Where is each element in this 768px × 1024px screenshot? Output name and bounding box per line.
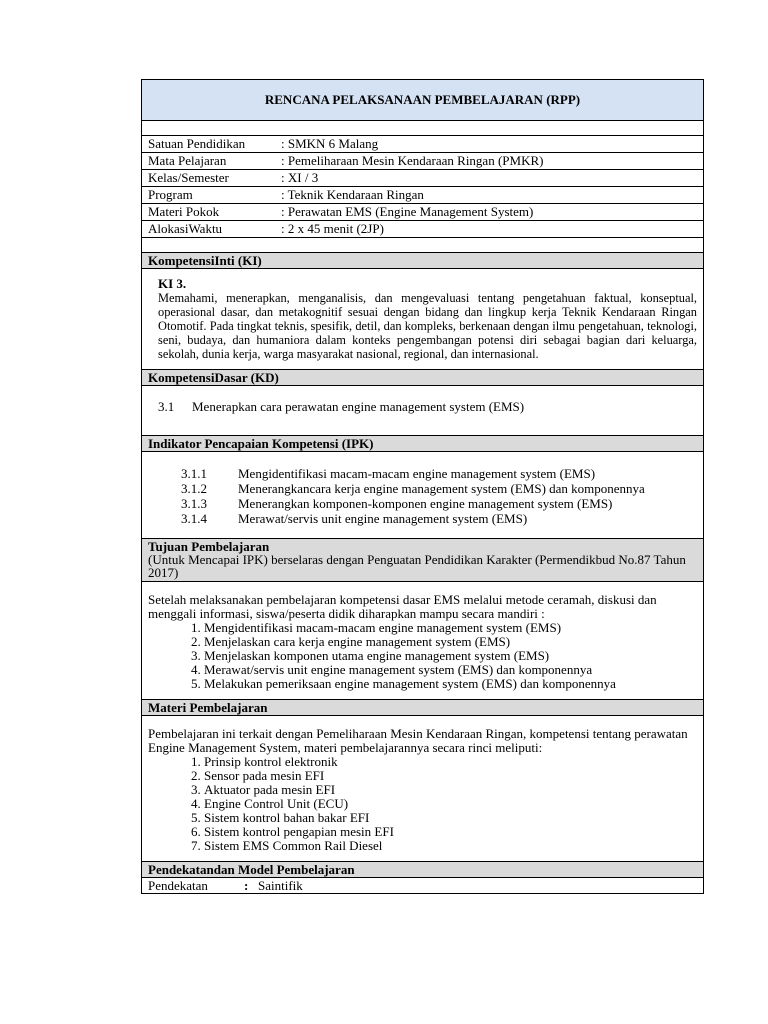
info-row [142,136,703,153]
info-label: Program [148,187,193,202]
ipk-number: 3.1.4 [181,511,207,526]
list-item: 5. Melakukan pemeriksaan engine management system (EMS) dan komponennya [204,677,697,691]
tujuan-heading [142,539,703,582]
info-value: : 2 x 45 menit (2JP) [281,221,384,236]
tujuan-intro: Setelah melaksanakan pembelajaran kompetensi dasar EMS melalui metode ceramah, diskusi dan menggali informasi, siswa/peserta didik diharapkan mampu secara mandiri : [148,592,657,621]
pendekatan-label: Pendekatan [148,878,208,893]
ipk-item [181,511,697,526]
tujuan-title: Tujuan Pembelajaran [148,539,270,554]
tujuan-subtitle: (Untuk Mencapai IPK) berselaras dengan Penguatan Pendidikan Karakter (Permendikbud No.87 Tahun 2017) [148,552,686,580]
ipk-text: Merawat/servis unit engine management system (EMS) [238,511,528,526]
ki-text: Memahami, menerapkan, menganalisis, dan mengevaluasi tentang pengetahuan faktual, konseptual, operasional dasar, dan metakognitif sesuai dengan bidang dan lingkup kerja Teknik Kendaraan Ringan Otomotif. Pada tingkat teknis, spesifik, detil, dan kompleks, berkenaan dengan ilmu pengetahuan, teknologi, seni, budaya, dan humaniora dalam konteks pengembangan potensi diri sebagai bagian dari keluarga, sekolah, dunia kerja, warga masyarakat nasional, regional, dan internasional. [158,291,697,361]
ipk-text: Menerangkan komponen-komponen engine management system (EMS) [238,496,613,511]
pendekatan-value: Saintifik [258,878,303,893]
info-value: : XI / 3 [281,170,319,185]
materi-list [148,755,697,853]
info-value: : Teknik Kendaraan Ringan [281,187,424,202]
kd-number: 3.1 [158,399,175,414]
ipk-number: 3.1.3 [181,496,207,511]
ipk-number: 3.1.1 [181,466,207,481]
info-value: : Pemeliharaan Mesin Kendaraan Ringan (PMKR) [281,153,544,168]
list-item: 6. Sistem kontrol pengapian mesin EFI [204,825,697,839]
list-item: 1. Prinsip kontrol elektronik [204,755,697,769]
info-label: Mata Pelajaran [148,153,227,168]
ki-title: KI 3. [158,276,187,291]
ki-section [142,269,703,370]
kd-heading: KompetensiDasar (KD) [142,370,703,386]
info-label: Kelas/Semester [148,170,229,185]
info-row [142,221,703,237]
pendekatan-colon: : [244,878,249,893]
ipk-heading: Indikator Pencapaian Kompetensi (IPK) [142,436,703,452]
info-row [142,187,703,204]
ipk-section [142,452,703,539]
pendekatan-heading: Pendekatandan Model Pembelajaran [142,862,703,878]
materi-intro: Pembelajaran ini terkait dengan Pemeliharaan Mesin Kendaraan Ringan, kompetensi tentang perawatan Engine Management System, materi pembelajarannya secara rinci meliputi: [148,726,688,755]
ki-heading: KompetensiInti (KI) [142,253,703,269]
materi-heading: Materi Pembelajaran [142,700,703,716]
document-title: RENCANA PELAKSANAAN PEMBELAJARAN (RPP) [142,80,703,121]
materi-section [142,716,703,862]
ipk-item [181,496,697,511]
tujuan-section [142,582,703,700]
list-item: 1. Mengidentifikasi macam-macam engine management system (EMS) [204,621,697,635]
ipk-text: Mengidentifikasi macam-macam engine management system (EMS) [238,466,596,481]
rpp-document [141,79,704,894]
list-item: 3. Menjelaskan komponen utama engine management system (EMS) [204,649,697,663]
ipk-number: 3.1.2 [181,481,207,496]
list-item: 2. Sensor pada mesin EFI [204,769,697,783]
kd-section [142,386,703,436]
list-item: 4. Merawat/servis unit engine management system (EMS) dan komponennya [204,663,697,677]
list-item: 7. Sistem EMS Common Rail Diesel [204,839,697,853]
info-label: Satuan Pendidikan [148,136,246,151]
list-item: 3. Aktuator pada mesin EFI [204,783,697,797]
ipk-text: Menerangkancara kerja engine management system (EMS) dan komponennya [238,481,645,496]
tujuan-list [148,621,697,691]
info-table [142,136,703,238]
spacer-row [142,238,703,253]
list-item: 5. Sistem kontrol bahan bakar EFI [204,811,697,825]
kd-text: Menerapkan cara perawatan engine management system (EMS) [192,399,525,414]
spacer-row [142,121,703,136]
info-row [142,204,703,221]
ipk-item [181,481,697,496]
pendekatan-row [142,878,703,893]
info-label: AlokasiWaktu [148,221,223,236]
list-item: 4. Engine Control Unit (ECU) [204,797,697,811]
ipk-item [181,466,697,481]
info-value: : Perawatan EMS (Engine Management System) [281,204,534,219]
info-row [142,153,703,170]
info-row [142,170,703,187]
info-label: Materi Pokok [148,204,220,219]
info-value: : SMKN 6 Malang [281,136,379,151]
list-item: 2. Menjelaskan cara kerja engine management system (EMS) [204,635,697,649]
